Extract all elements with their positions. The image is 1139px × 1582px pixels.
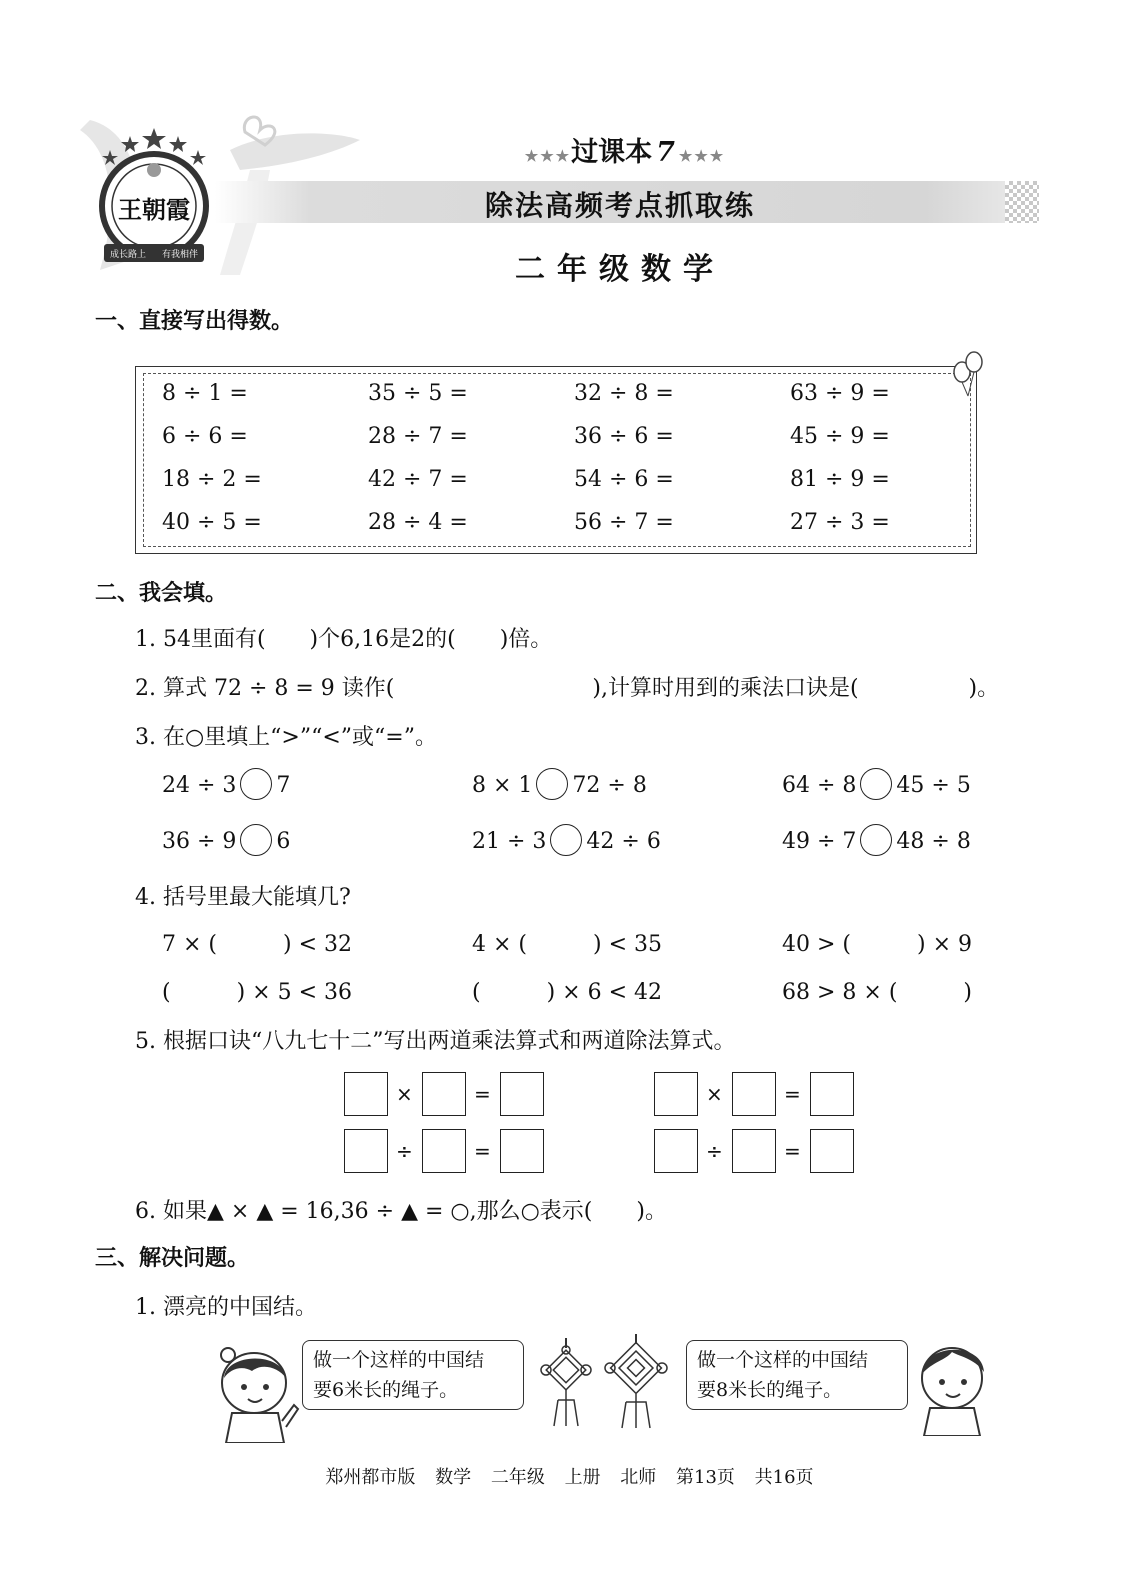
fill-item: ( ) × 5 < 36 — [162, 980, 352, 1005]
question-2-3: 3. 在○里填上“>”“<”或“=”。 — [135, 725, 437, 750]
calc-item: 40 ÷ 5 = — [162, 510, 262, 535]
fill-item: 4 × ( ) < 35 — [472, 932, 662, 957]
compare-circle[interactable] — [860, 824, 892, 856]
fill-item: 68 > 8 × ( ) — [782, 980, 972, 1005]
answer-box[interactable] — [500, 1129, 544, 1173]
compare-item: 21 ÷ 3 42 ÷ 6 — [472, 826, 661, 858]
compare-circle[interactable] — [550, 824, 582, 856]
series-name: 过课本 — [571, 137, 653, 168]
girl-illustration — [212, 1343, 304, 1443]
answer-box[interactable] — [732, 1129, 776, 1173]
answer-box[interactable] — [344, 1072, 388, 1116]
calc-item: 54 ÷ 6 = — [574, 467, 674, 492]
calc-item: 56 ÷ 7 = — [574, 510, 674, 535]
answer-box[interactable] — [732, 1072, 776, 1116]
calc-item: 42 ÷ 7 = — [368, 467, 468, 492]
answer-box[interactable] — [500, 1072, 544, 1116]
balloon-icon — [948, 348, 988, 398]
series-number: 7 — [656, 137, 675, 168]
boy-illustration — [912, 1336, 992, 1436]
compare-circle[interactable] — [536, 768, 568, 800]
speech-bubble-right: 做一个这样的中国结 要8米长的绳子。 — [686, 1340, 908, 1410]
question-2-6: 6. 如果▲ × ▲ = 16,36 ÷ ▲ = ○,那么○表示( )。 — [135, 1199, 667, 1224]
question-2-4: 4. 括号里最大能填几? — [135, 885, 351, 910]
divide-sign: ÷ — [396, 1139, 413, 1163]
answer-box[interactable] — [810, 1129, 854, 1173]
stars-right: ★★★ — [678, 147, 726, 165]
times-sign: × — [706, 1082, 723, 1106]
calc-item: 6 ÷ 6 = — [162, 424, 248, 449]
calc-item: 8 ÷ 1 = — [162, 381, 248, 406]
calc-item: 35 ÷ 5 = — [368, 381, 468, 406]
stars-left: ★★★ — [524, 147, 572, 165]
topic-title: 除法高频考点抓取练 — [484, 189, 755, 222]
section2-title: 二、我会填。 — [95, 581, 228, 606]
compare-item: 64 ÷ 8 45 ÷ 5 — [782, 770, 971, 802]
section3-title: 三、解决问题。 — [95, 1246, 250, 1271]
equals-sign: = — [784, 1139, 801, 1163]
checker-decoration — [1005, 181, 1039, 223]
calc-item: 28 ÷ 4 = — [368, 510, 468, 535]
compare-item: 49 ÷ 7 48 ÷ 8 — [782, 826, 971, 858]
compare-circle[interactable] — [860, 768, 892, 800]
answer-box[interactable] — [810, 1072, 854, 1116]
equals-sign: = — [474, 1139, 491, 1163]
compare-item: 8 × 1 72 ÷ 8 — [472, 770, 647, 802]
divide-sign: ÷ — [706, 1139, 723, 1163]
calc-item: 28 ÷ 7 = — [368, 424, 468, 449]
calc-item: 32 ÷ 8 = — [574, 381, 674, 406]
section1-title: 一、直接写出得数。 — [95, 309, 294, 334]
compare-item: 36 ÷ 9 6 — [162, 826, 290, 858]
grade-subject-title: 二年级数学 — [515, 252, 725, 287]
equals-sign: = — [474, 1082, 491, 1106]
compare-circle[interactable] — [240, 824, 272, 856]
fill-item: 40 > ( ) × 9 — [782, 932, 972, 957]
calc-item: 18 ÷ 2 = — [162, 467, 262, 492]
fill-item: 7 × ( ) < 32 — [162, 932, 352, 957]
svg-text:成长路上: 成长路上 — [109, 250, 147, 260]
answer-box[interactable] — [654, 1129, 698, 1173]
calc-item: 27 ÷ 3 = — [790, 510, 890, 535]
equals-sign: = — [784, 1082, 801, 1106]
calc-item: 45 ÷ 9 = — [790, 424, 890, 449]
compare-circle[interactable] — [240, 768, 272, 800]
chinese-knot-icon — [604, 1334, 668, 1430]
compare-item: 24 ÷ 3 7 — [162, 770, 290, 802]
question-3-1: 1. 漂亮的中国结。 — [135, 1295, 317, 1320]
answer-box[interactable] — [422, 1129, 466, 1173]
calc-item: 81 ÷ 9 = — [790, 467, 890, 492]
question-2-2: 2. 算式 72 ÷ 8 = 9 读作( ),计算时用到的乘法口诀是( )。 — [135, 676, 1000, 701]
times-sign: × — [396, 1082, 413, 1106]
calc-item: 36 ÷ 6 = — [574, 424, 674, 449]
series-title — [505, 130, 745, 169]
svg-text:有我相伴: 有我相伴 — [161, 250, 199, 260]
chinese-knot-icon — [538, 1338, 594, 1428]
brand-logo — [98, 128, 210, 268]
question-2-1: 1. 54里面有( )个6,16是2的( )倍。 — [135, 627, 553, 652]
calc-item: 63 ÷ 9 = — [790, 381, 890, 406]
fill-item: ( ) × 6 < 42 — [472, 980, 662, 1005]
answer-box[interactable] — [344, 1129, 388, 1173]
answer-box[interactable] — [654, 1072, 698, 1116]
answer-box[interactable] — [422, 1072, 466, 1116]
question-2-5: 5. 根据口诀“八九七十二”写出两道乘法算式和两道除法算式。 — [135, 1029, 736, 1054]
page-footer: 郑州都市版 数学 二年级 上册 北师 第13页 共16页 — [325, 1467, 814, 1488]
speech-bubble-left: 做一个这样的中国结 要6米长的绳子。 — [302, 1340, 524, 1410]
logo-text: 王朝霞 — [118, 195, 190, 224]
